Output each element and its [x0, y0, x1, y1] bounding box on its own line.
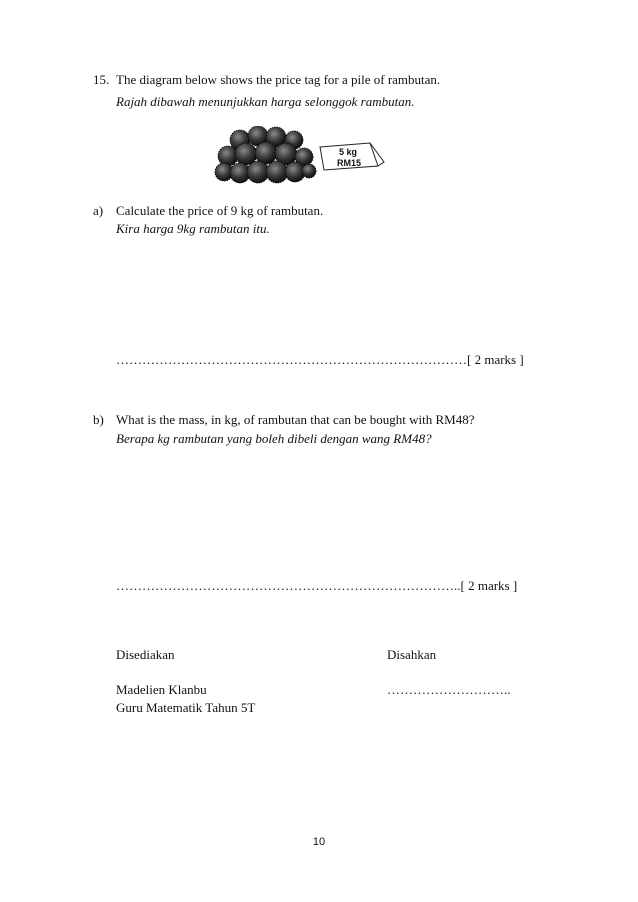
question-text-en: The diagram below shows the price tag for a pile of rambutan. [116, 72, 441, 87]
price-tag [320, 143, 384, 170]
preparer-title: Guru Matematik Tahun 5T [116, 700, 256, 715]
part-b-text-ms: Berapa kg rambutan yang boleh dibeli dengan wang RM48? [116, 431, 432, 446]
question-number: 15. [93, 72, 110, 87]
part-b-answer-line: ……………………………………………………………………..[ 2 marks ] [116, 578, 518, 593]
prepared-label: Disediakan [116, 647, 175, 662]
part-a-text-en: Calculate the price of 9 kg of rambutan. [116, 203, 324, 218]
price-tag-weight: 5 kg [338, 147, 358, 157]
price-tag-price: RM15 [336, 158, 362, 168]
part-b-text-en: What is the mass, in kg, of rambutan that can be bought with RM48? [116, 412, 475, 427]
question-text-ms: Rajah dibawah menunjukkan harga selonggok rambutan. [116, 94, 415, 109]
rambutan-pile-image [215, 126, 316, 183]
approved-label: Disahkan [387, 647, 437, 662]
part-a-text-ms: Kira harga 9kg rambutan itu. [116, 221, 270, 236]
rambutan-figure [212, 126, 392, 190]
preparer-name: Madelien Klanbu [116, 682, 207, 697]
part-a-answer-line: ………………………………………………………………………[ 2 marks ] [116, 352, 524, 367]
part-b-label: b) [93, 412, 104, 427]
page-number: 10 [312, 836, 326, 848]
part-a-label: a) [93, 203, 104, 218]
approver-signature-line: ……………………….. [387, 682, 511, 697]
